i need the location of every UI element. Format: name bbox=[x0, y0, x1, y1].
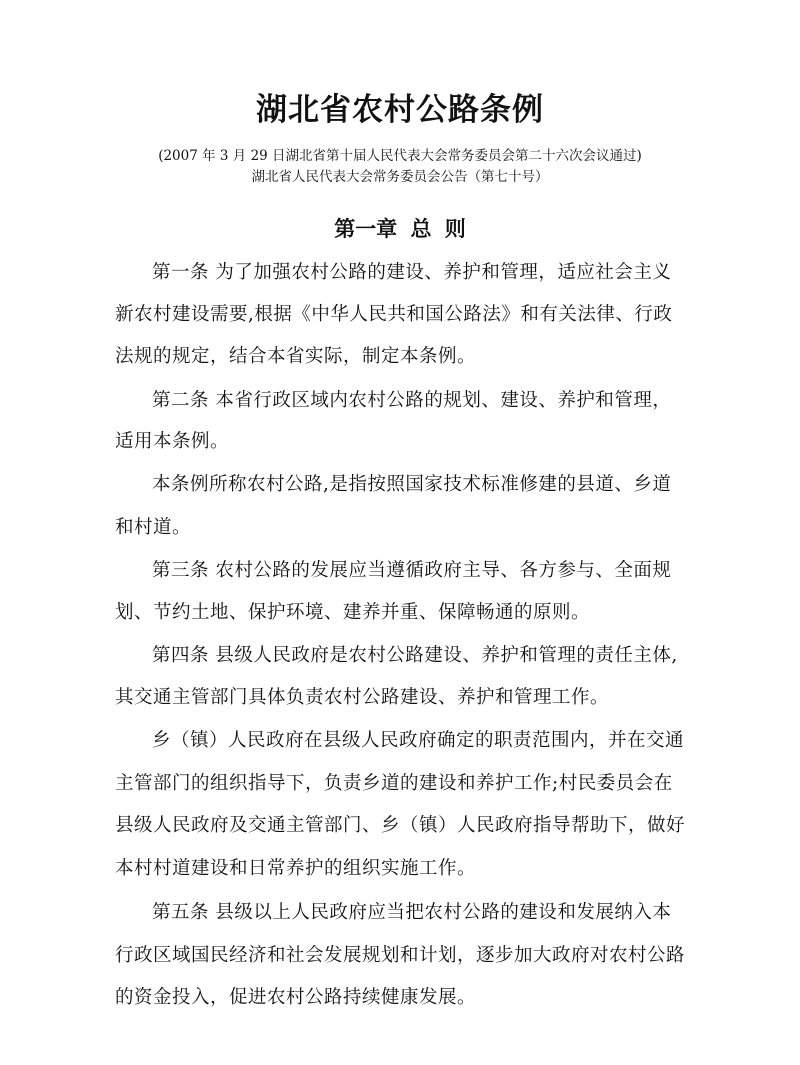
paragraph-line: 主管部门的组织指导下，负责乡道的建设和养护工作;村民委员会在 bbox=[115, 773, 673, 794]
paragraph-line: 乡（镇）人民政府在县级人民政府确定的职责范围内，并在交通 bbox=[152, 730, 685, 751]
paragraph-line: 本条例所称农村公路,是指按照国家技术标准修建的县道、乡道 bbox=[152, 474, 672, 495]
paragraph-line: 的资金投入，促进农村公路持续健康发展。 bbox=[115, 987, 477, 1008]
document-title: 湖北省农村公路条例 bbox=[256, 92, 544, 128]
paragraph-line: 适用本条例。 bbox=[115, 431, 230, 452]
paragraph-line: 第三条 农村公路的发展应当遵循政府主导、各方参与、全面规 bbox=[152, 560, 672, 581]
paragraph-line: 第四条 县级人民政府是农村公路建设、养护和管理的责任主体, bbox=[152, 645, 678, 666]
announcement-note: 湖北省人民代表大会常务委员会公告（第七十号） bbox=[251, 169, 549, 185]
paragraph-line: 新农村建设需要,根据《中华人民共和国公路法》和有关法律、行政 bbox=[115, 304, 673, 325]
paragraph-line: 本村村道建设和日常养护的组织实施工作。 bbox=[115, 858, 477, 879]
paragraph-line: 和村道。 bbox=[115, 517, 192, 538]
paragraph-line: 县级人民政府及交通主管部门、乡（镇）人民政府指导帮助下，做好 bbox=[115, 815, 686, 836]
paragraph-line: 行政区域国民经济和社会发展规划和计划，逐步加大政府对农村公路 bbox=[115, 945, 686, 966]
paragraph-line: 法规的规定，结合本省实际，制定本条例。 bbox=[115, 346, 477, 367]
paragraph-line: 划、节约土地、保护环境、建养并重、保障畅通的原则。 bbox=[115, 602, 591, 623]
paragraph-line: 第二条 本省行政区域内农村公路的规划、建设、养护和管理， bbox=[152, 390, 672, 411]
adoption-note: (2007 年 3 月 29 日湖北省第十届人民代表大会常务委员会第二十六次会议通过) bbox=[158, 148, 642, 164]
paragraph-line: 第五条 县级以上人民政府应当把农村公路的建设和发展纳入本 bbox=[152, 902, 672, 923]
paragraph-line: 第一条 为了加强农村公路的建设、养护和管理，适应社会主义 bbox=[152, 262, 672, 283]
paragraph-line: 其交通主管部门具体负责农村公路建设、养护和管理工作。 bbox=[115, 687, 610, 708]
chapter-heading: 第一章 总 则 bbox=[334, 217, 466, 241]
